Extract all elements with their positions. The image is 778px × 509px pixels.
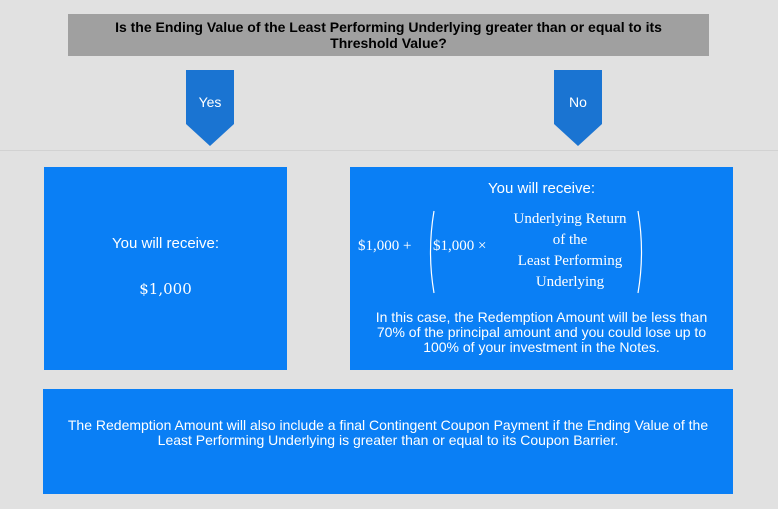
fraction-line: Underlying Return [513,211,627,227]
no-arrow [554,70,602,146]
yes-amount: $1,000 [139,280,192,298]
divider-line [0,150,778,151]
no-heading: You will receive: [488,180,595,197]
yes-arrow [186,70,234,146]
no-outcome-box [350,167,733,370]
question-text: Is the Ending Value of the Least Performing Underlying greater than or equal to its Threshold Value? [115,19,662,51]
right-paren-icon [636,209,646,295]
no-label: No [569,94,587,110]
formula-term-principal: $1,000 + [358,238,412,254]
formula-term-multiplier: $1,000 × [433,238,487,254]
payout-formula [350,209,733,295]
yes-outcome-box [44,167,287,370]
formula-fraction [500,209,640,293]
fraction-line: Least Performing [517,253,623,269]
yes-label: Yes [198,94,222,110]
footer-text: The Redemption Amount will also include a final Contingent Coupon Payment if the Ending Value of the Least Performing Underlying is greater than or equal to its Coupon Barrier. [67,417,709,448]
fraction-line: Underlying [535,274,605,290]
footer-box [43,389,733,494]
question-box [68,14,709,56]
fraction-line: of the [552,232,588,248]
yes-heading: You will receive: [112,235,219,252]
no-note: In this case, the Redemption Amount will be less than 70% of the principal amount and you could lose up to 100% of your investment in the Notes. [375,309,708,355]
